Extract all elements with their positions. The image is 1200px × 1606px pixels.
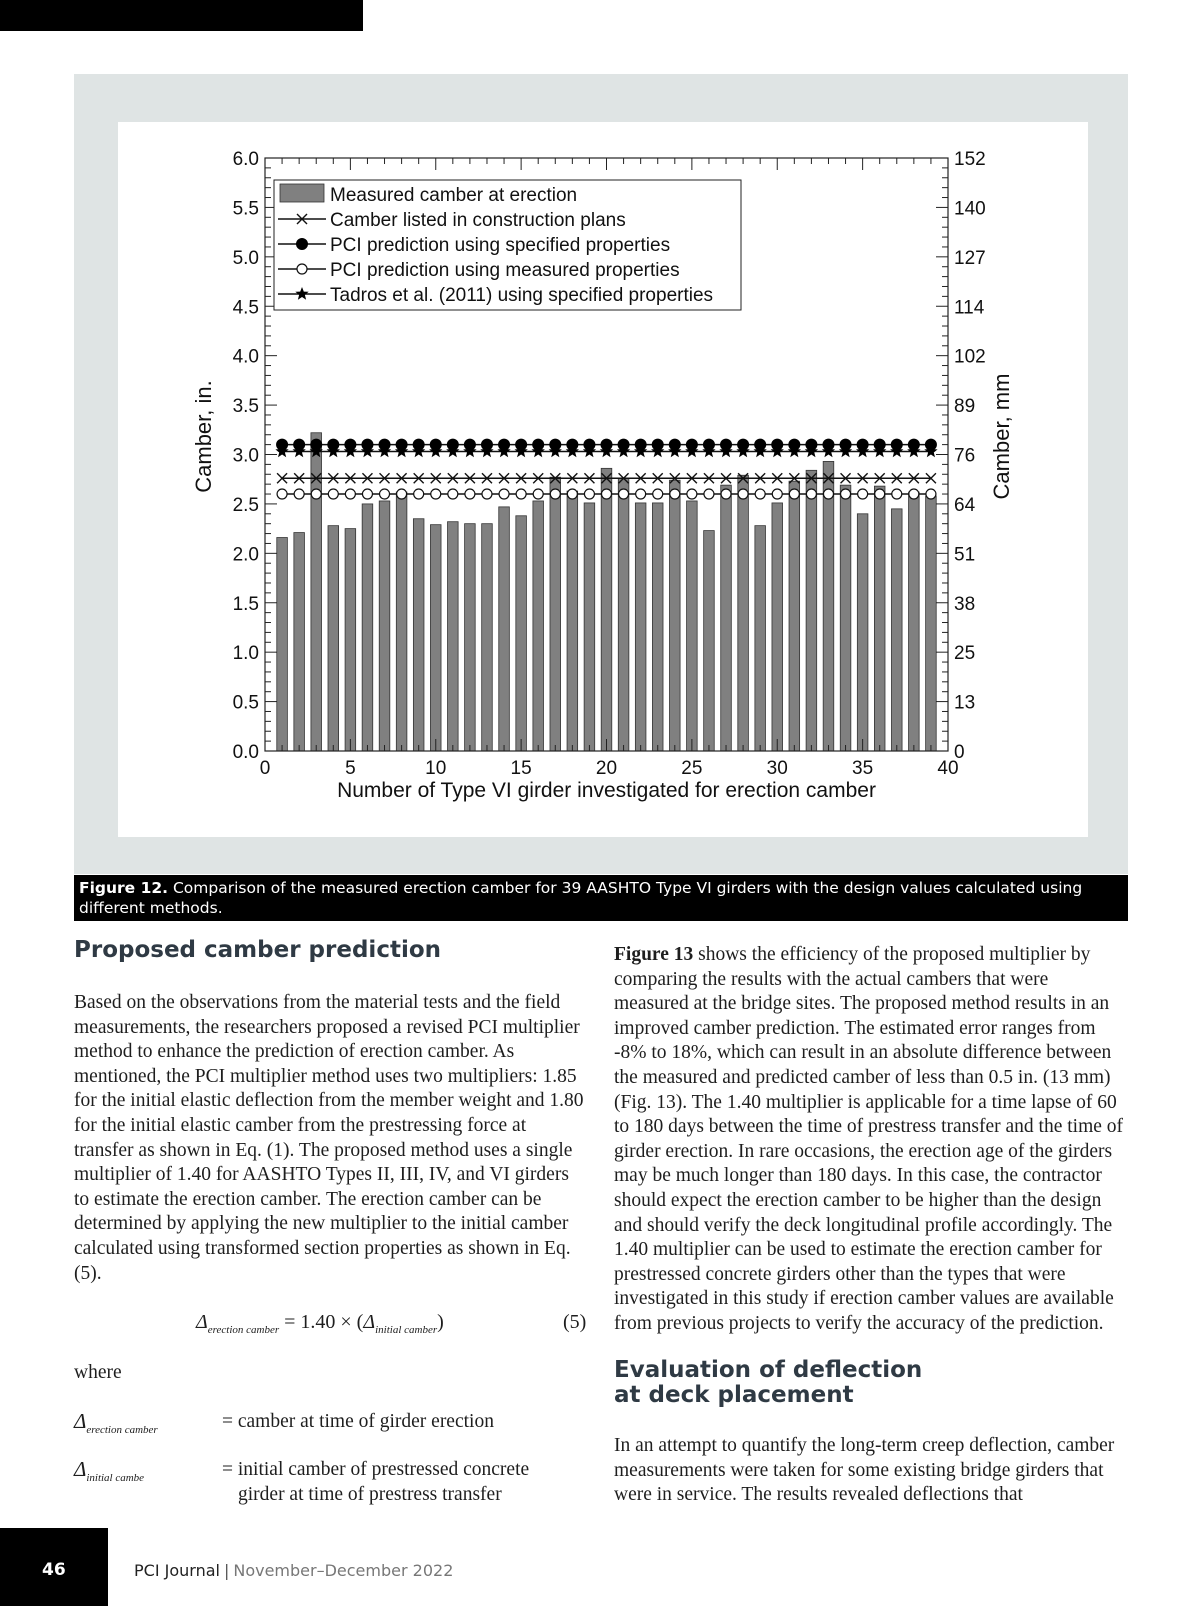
series-point-pci-prediction-using-measured-properties [448, 489, 458, 499]
equation-5: $\Delta_{erection camber} = 1.40 \times (\Delta_{initial camber})$ [196, 1311, 444, 1336]
x-tick-label: 30 [766, 758, 788, 779]
y2-tick-label: 89 [954, 396, 976, 418]
series-point-pci-prediction-using-measured-properties [875, 489, 885, 499]
series-point-pci-prediction-using-measured-properties [465, 489, 475, 499]
caption-text: Comparison of the measured erection camber for 39 AASHTO Type VI girders with the design values calculated using different methods. [79, 879, 1083, 917]
series-point-pci-prediction-using-measured-properties [414, 489, 424, 499]
y-tick-label: 3.5 [232, 396, 259, 418]
def1-text: = camber at time of girder erection [222, 1411, 494, 1432]
series-point-pci-prediction-using-measured-properties [687, 489, 697, 499]
y-tick-label: 1.0 [232, 643, 259, 665]
series-point-pci-prediction-using-measured-properties [858, 489, 868, 499]
right-paragraph-2-text: In an attempt to quantify the long-term creep deflection, camber measurements were taken for some existing bridge girders that were in service. The results revealed deflections that [614, 1435, 1115, 1506]
y2-tick-label: 64 [954, 494, 976, 516]
bar-girder-9 [413, 519, 424, 751]
y2-tick-label: 25 [954, 643, 976, 665]
series-point-pci-prediction-using-measured-properties [533, 489, 543, 499]
footer-journal [134, 1561, 453, 1580]
series-point-pci-prediction-using-measured-properties [721, 489, 731, 499]
bar-girder-15 [516, 516, 527, 751]
series-point-pci-prediction-using-measured-properties [311, 489, 321, 499]
series-point-pci-prediction-using-measured-properties [755, 489, 765, 499]
bar-girder-31 [789, 481, 800, 751]
y-tick-label: 4.5 [232, 297, 259, 319]
bar-girder-21 [618, 478, 629, 751]
section-heading-deflection-2: at deck placement [614, 1382, 854, 1408]
y2-tick-label: 152 [954, 149, 986, 170]
y-tick-label: 2.5 [232, 494, 259, 516]
bar-girder-24 [670, 480, 681, 751]
series-point-pci-prediction-using-measured-properties [602, 489, 612, 499]
y-tick-label: 4.0 [232, 346, 259, 368]
bar-girder-33 [823, 461, 834, 751]
page-number: 46 [42, 1560, 66, 1580]
bar-girder-19 [584, 503, 595, 751]
bar-girder-23 [652, 503, 663, 751]
series-point-pci-prediction-using-measured-properties [653, 489, 663, 499]
bar-girder-39 [926, 496, 937, 751]
legend-label-camber-listed-in-construction-plans: Camber listed in construction plans [330, 210, 626, 231]
series-point-pci-prediction-using-measured-properties [772, 489, 782, 499]
series-point-pci-prediction-using-measured-properties [704, 489, 714, 499]
series-point-pci-prediction-using-measured-properties [670, 489, 680, 499]
series-point-pci-prediction-using-measured-properties [909, 489, 919, 499]
caption-label: Figure 12. [79, 879, 169, 897]
y-tick-label: 5.5 [232, 198, 259, 220]
figure-caption [74, 875, 1128, 921]
eq-end: ) [437, 1311, 444, 1333]
footer-separator: | [223, 1561, 230, 1580]
eq-mid: = 1.40 × ( [279, 1311, 364, 1333]
y-tick-label: 0.5 [232, 692, 259, 714]
right-paragraph-1-text: shows the efficiency of the proposed multiplier by comparing the results with the actual cambers that were measured at the bridge sites. The proposed method results in an improved camber prediction. The estimated error ranges from -8% to 18%, which can result in an absolute difference between the measured and predicted camber of less than 0.5 in. (13 mm) (Fig. 13). The 1.40 multiplier is applicable for a time lapse of 60 to 180 days between the time of prestress transfer and the time of girder erection. In rare occasions, the erection age of the girders may be much longer than 180 days. In this case, the contractor should expect the erection camber to be higher than the design and should verify the deck longitudinal profile accordingly. The 1.40 multiplier can be used to estimate the erection camber for prestressed concrete girders other than the types that were investigated in this study if erection camber values are available from previous projects to verify the accuracy of the prediction. [614, 944, 1124, 1334]
bar-girder-3 [311, 433, 322, 751]
series-point-pci-prediction-using-measured-properties [823, 489, 833, 499]
y2-tick-label: 127 [954, 247, 986, 269]
def2-symbol: $\Delta_{initial cambe}$ [74, 1457, 145, 1485]
bar-girder-22 [635, 503, 646, 751]
y-tick-label: 5.0 [232, 247, 259, 269]
bar-girder-29 [755, 526, 766, 751]
issue-date: November–December 2022 [233, 1561, 454, 1580]
bar-girder-5 [345, 529, 356, 751]
series-point-pci-prediction-using-measured-properties [738, 489, 748, 499]
x-tick-label: 25 [681, 758, 703, 779]
series-point-pci-prediction-using-measured-properties [516, 489, 526, 499]
journal-name: PCI Journal [134, 1561, 220, 1580]
bar-girder-26 [704, 531, 715, 751]
bar-girder-1 [277, 538, 288, 751]
section-heading-camber: Proposed camber prediction [74, 937, 442, 963]
y2-tick-label: 38 [954, 593, 976, 615]
y2-tick-label: 76 [954, 445, 976, 467]
y2-tick-label: 114 [954, 297, 985, 319]
legend-marker-pci-prediction-using-measured-properties [297, 264, 307, 274]
y2-axis-title: Camber, mm [989, 373, 1014, 500]
def2-text-2: girder at time of prestress transfer [238, 1484, 502, 1505]
bar-girder-7 [379, 501, 390, 751]
bar-girder-17 [550, 477, 561, 751]
series-point-pci-prediction-using-measured-properties [619, 489, 629, 499]
series-point-pci-prediction-using-measured-properties [345, 489, 355, 499]
y-tick-label: 3.0 [232, 445, 259, 467]
bar-girder-14 [499, 507, 510, 751]
series-point-pci-prediction-using-measured-properties [841, 489, 851, 499]
series-point-pci-prediction-using-measured-properties [892, 489, 902, 499]
bar-girder-12 [465, 524, 476, 751]
y2-tick-label: 13 [954, 692, 976, 714]
bar-girder-8 [396, 492, 407, 751]
series-point-pci-prediction-using-measured-properties [584, 489, 594, 499]
legend-label-measured-camber-at-erection: Measured camber at erection [330, 185, 578, 206]
bar-girder-20 [601, 468, 612, 751]
y2-tick-label: 51 [954, 544, 976, 566]
eq-sub-initial: initial camber [375, 1324, 438, 1336]
bar-girder-37 [891, 509, 902, 751]
series-point-pci-prediction-using-measured-properties [362, 489, 372, 499]
right-paragraph-2 [614, 1434, 1125, 1508]
series-point-pci-prediction-using-measured-properties [636, 489, 646, 499]
series-point-pci-prediction-using-measured-properties [926, 489, 936, 499]
bar-girder-25 [687, 501, 698, 751]
x-tick-label: 5 [345, 758, 356, 779]
series-point-pci-prediction-using-measured-properties [328, 489, 338, 499]
x-tick-label: 20 [595, 758, 618, 779]
figure-13-ref: Figure 13 [614, 944, 694, 965]
series-point-pci-prediction-using-measured-properties [789, 489, 799, 499]
bar-girder-13 [482, 524, 493, 751]
x-tick-label: 0 [259, 758, 271, 779]
legend-label-tadros-et-al-2011-using-specified-properties: Tadros et al. (2011) using specified properties [330, 285, 714, 306]
def2-text-1: = initial camber of prestressed concrete [222, 1459, 530, 1480]
x-axis-title: Number of Type VI girder investigated for erection camber [337, 779, 876, 802]
bar-girder-30 [772, 503, 783, 751]
bar-girder-16 [533, 501, 544, 751]
bar-girder-36 [874, 486, 885, 751]
series-point-pci-prediction-using-measured-properties [277, 489, 287, 499]
series-point-pci-prediction-using-measured-properties [294, 489, 304, 499]
series-point-pci-prediction-using-measured-properties [431, 489, 441, 499]
bar-girder-4 [328, 526, 339, 751]
y-axis-title: Camber, in. [191, 380, 216, 493]
series-point-pci-prediction-using-measured-properties [550, 489, 560, 499]
x-tick-label: 15 [510, 758, 532, 779]
bar-girder-2 [294, 533, 305, 751]
y2-tick-label: 102 [954, 346, 986, 368]
series-point-pci-prediction-using-measured-properties [482, 489, 492, 499]
y2-tick-label: 0 [954, 742, 965, 763]
series-point-pci-prediction-using-measured-properties [567, 489, 577, 499]
bar-girder-18 [567, 491, 578, 751]
y-tick-label: 0.0 [232, 742, 259, 763]
right-paragraph-1 [614, 943, 1125, 1337]
x-tick-label: 10 [425, 758, 447, 779]
series-point-pci-prediction-using-measured-properties [380, 489, 390, 499]
bar-girder-11 [448, 522, 459, 751]
def1-sub: erection camber [86, 1424, 158, 1437]
bar-girder-32 [806, 470, 817, 751]
def1-symbol: $\Delta_{erection camber}$ [74, 1409, 158, 1437]
section-heading-deflection-1: Evaluation of deflection [614, 1357, 923, 1383]
bar-girder-27 [721, 485, 732, 751]
series-point-pci-prediction-using-measured-properties [499, 489, 509, 499]
left-paragraph-text: Based on the observations from the material tests and the field measurements, the researchers proposed a revised PCI multiplier method to enhance the prediction of erection camber. As mentioned, the PCI multiplier method uses two multipliers: 1.85 for the initial elastic deflection from the member weight and 1.80 for the initial elastic camber from the prestressing force at transfer as shown in Eq. (1). The proposed method uses a single multiplier of 1.40 for AASHTO Types II, III, IV, and VI girders to estimate the erection camber. The erection camber can be determined by applying the new multiplier to the initial camber calculated using transformed section properties as shown in Eq. (5). [74, 992, 584, 1284]
legend-label-pci-prediction-using-measured-properties: PCI prediction using measured properties [330, 260, 680, 281]
bar-girder-6 [362, 504, 373, 751]
legend-label-pci-prediction-using-specified-properties: PCI prediction using specified properties [330, 235, 671, 256]
bar-girder-34 [840, 485, 851, 751]
y-tick-label: 6.0 [232, 149, 259, 170]
y-tick-label: 2.0 [232, 544, 259, 566]
series-point-pci-prediction-using-measured-properties [806, 489, 816, 499]
x-tick-label: 40 [937, 758, 959, 779]
series-point-pci-prediction-using-measured-properties [397, 489, 407, 499]
bar-girder-35 [857, 514, 868, 751]
y2-tick-label: 140 [954, 198, 986, 220]
eq-sub-erection: erection camber [207, 1324, 280, 1336]
legend-marker-pci-prediction-using-specified-properties [297, 239, 308, 250]
x-tick-label: 35 [852, 758, 874, 779]
left-paragraph [74, 991, 585, 1286]
legend-swatch-measured-camber-at-erection [280, 184, 324, 202]
bar-girder-28 [738, 475, 749, 751]
bar-girder-10 [430, 525, 441, 751]
equation-number: (5) [563, 1311, 587, 1333]
y-tick-label: 1.5 [232, 593, 259, 615]
def2-sub: initial cambe [86, 1472, 145, 1485]
bar-girder-38 [909, 492, 920, 751]
where-label: where [74, 1362, 122, 1383]
